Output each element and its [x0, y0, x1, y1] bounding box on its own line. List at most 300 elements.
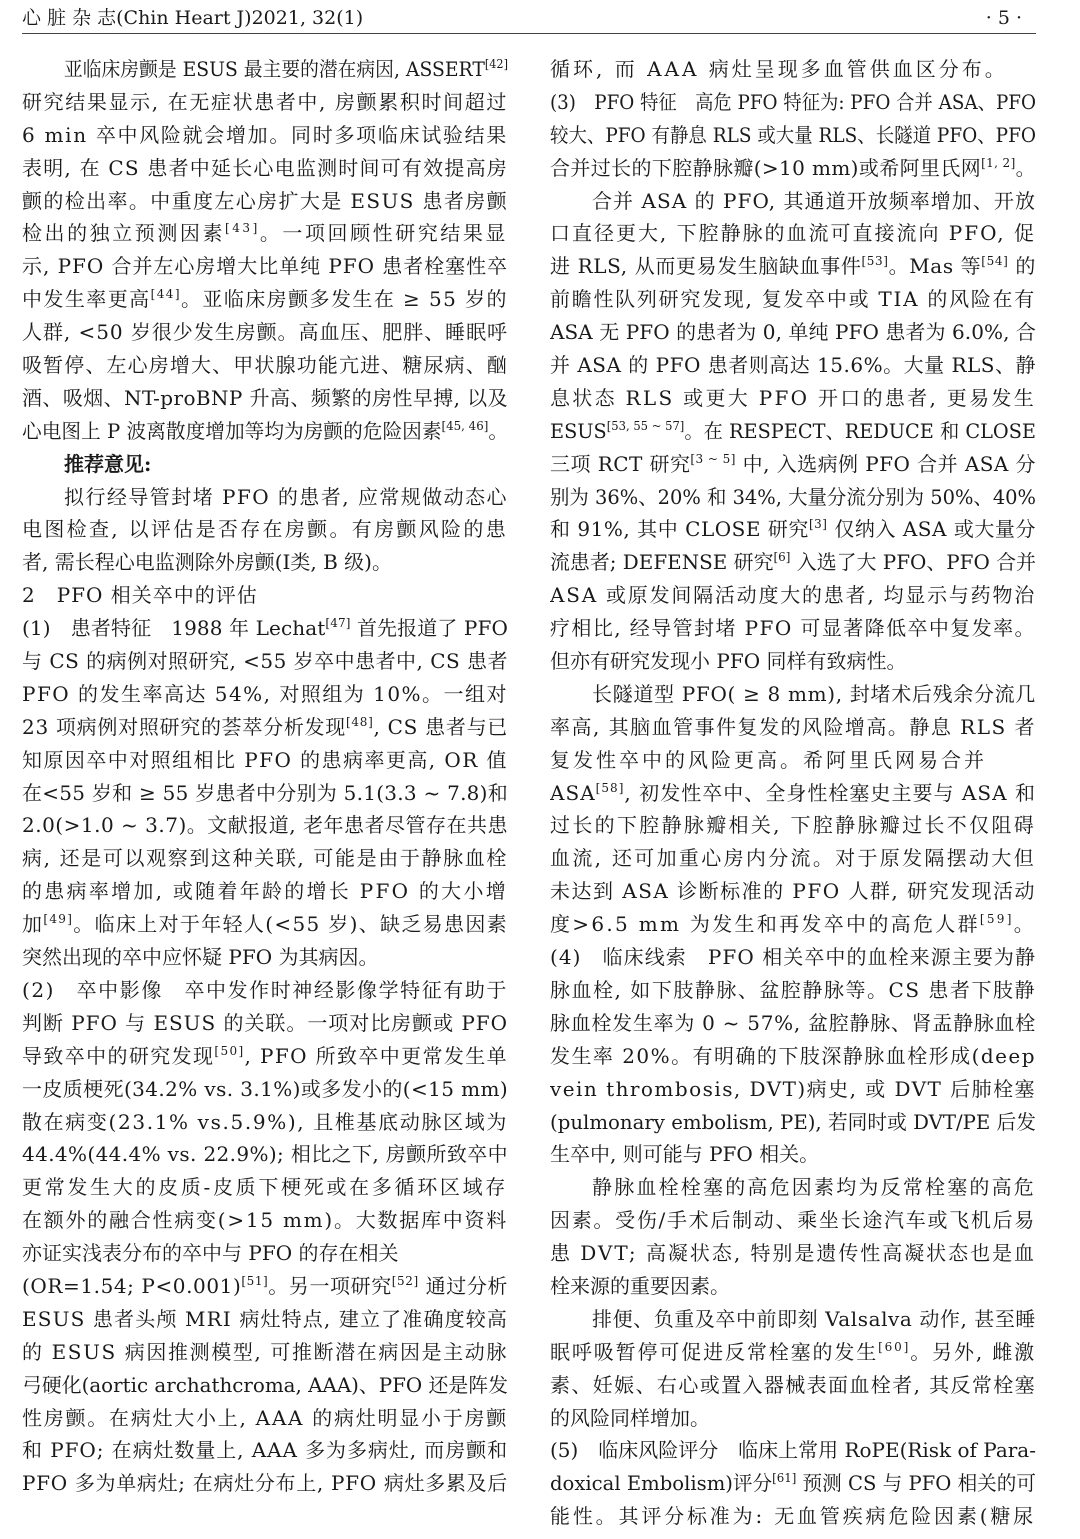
- line-text: 推荐意见:: [64, 451, 152, 476]
- text-line: [550, 1500, 1036, 1533]
- text-line: [550, 119, 1036, 152]
- line-text: 加: [22, 912, 44, 937]
- line-content: [22, 353, 508, 377]
- line-text: 入选了大 PFO、PFO 合并: [790, 550, 1036, 575]
- text-line: [22, 1171, 508, 1204]
- line-content: [550, 1040, 1036, 1073]
- line-text: ASA 或原发间隔活动度大的患者, 均显示与药物治: [550, 583, 1036, 608]
- line-text: 因素。受伤/手术后制动、乘坐长途汽车或飞机后易: [550, 1208, 1036, 1233]
- text-line: [22, 513, 508, 546]
- line-content: [22, 156, 508, 180]
- line-content: [22, 912, 508, 936]
- text-line: [550, 283, 1036, 316]
- text-line: [22, 678, 508, 711]
- line-content: [550, 974, 1036, 1007]
- citation-ref: [42]: [484, 57, 508, 71]
- line-content: [64, 53, 508, 86]
- line-text: 并 ASA 的 PFO 患者则高达 15.6%。大量 RLS、静: [550, 353, 1036, 378]
- text-line: [22, 777, 508, 810]
- line-text: 2.0(>1.0 ~ 3.7)。文献报道, 老年患者尽管存在共患: [22, 813, 508, 838]
- line-content: [22, 1438, 508, 1462]
- text-line: [22, 711, 508, 744]
- running-header: [22, 4, 1036, 32]
- line-text: 合并过长的下腔静脉瓣(>10 mm)或希阿里氏网: [550, 155, 982, 180]
- text-line: [22, 1336, 508, 1369]
- line-text: 过长的下腔静脉瓣相关, 下腔静脉瓣过长不仅阻碍: [550, 813, 1036, 838]
- line-content: [550, 748, 987, 772]
- line-content: [22, 254, 508, 278]
- journal-citation: 心 脏 杂 志(Chin Heart J)2021, 32(1): [22, 7, 364, 29]
- line-content: [550, 517, 1036, 541]
- line-text: 拟行经导管封堵 PFO 的患者, 应常规做动态心: [64, 484, 508, 509]
- line-text: vein thrombosis, DVT)病史, 或 DVT 后肺栓塞: [550, 1076, 1036, 1101]
- line-text: 长隧道型 PFO( ≥ 8 mm), 封堵术后残余分流几: [592, 681, 1036, 706]
- text-line: [22, 1402, 508, 1435]
- line-content: [550, 583, 1036, 607]
- line-text: 别为 36%、20% 和 34%, 大量分流分别为 50%、40%: [550, 484, 1036, 509]
- line-content: [550, 320, 1036, 344]
- text-line: [550, 513, 1036, 546]
- section-heading: [22, 579, 508, 612]
- text-line: [550, 842, 1036, 875]
- line-content: [550, 287, 1036, 311]
- line-text: 的: [1008, 254, 1036, 279]
- line-text: 息状态 RLS 或更大 PFO 开口的患者, 更易发生: [550, 385, 1036, 410]
- citation-ref: [58]: [595, 780, 625, 795]
- text-line: [22, 382, 508, 415]
- line-text: 未达到 ASA 诊断标准的 PFO 人群, 研究发现活动: [550, 879, 1036, 904]
- line-text: ASA: [550, 780, 596, 805]
- line-text: 。临床上对于年轻人(<55 岁)、缺乏易患因素: [73, 912, 508, 937]
- line-text: (OR=1.54; P<0.001): [22, 1273, 242, 1298]
- line-text: 预测 CS 与 PFO 相关的可: [796, 1471, 1036, 1496]
- text-line: [550, 152, 1036, 185]
- line-text: 血流, 还可加重心房内分流。对于原发隔摆动大但: [550, 846, 1036, 871]
- text-line: [22, 842, 508, 875]
- left-column: [22, 53, 508, 1500]
- line-content: [592, 682, 1036, 706]
- text-line: [550, 53, 1036, 86]
- text-line: [22, 1369, 508, 1402]
- line-text: 进 RLS, 从而更易发生脑缺血事件: [550, 254, 862, 279]
- text-line: [22, 283, 508, 316]
- line-content: [22, 1110, 508, 1134]
- line-content: [64, 452, 151, 476]
- line-text: 。: [488, 418, 508, 443]
- line-text: , CS 患者与已: [373, 714, 508, 739]
- citation-ref: [61]: [772, 1471, 797, 1486]
- line-content: [550, 908, 1036, 941]
- line-content: [550, 1274, 730, 1298]
- line-content: [550, 415, 1036, 448]
- line-content: [550, 1073, 1036, 1106]
- line-content: [22, 86, 508, 119]
- line-text: 23 项病例对照研究的荟萃分析发现: [22, 714, 346, 739]
- line-text: 流患者; DEFENSE 研究: [550, 550, 774, 575]
- text-line: [22, 1138, 508, 1171]
- line-content: [550, 879, 1036, 903]
- line-content: [550, 1106, 1036, 1139]
- line-text: 者, 需长程心电监测除外房颤(Ⅰ类, B 级)。: [22, 550, 392, 575]
- line-text: 和 91%, 其中 CLOSE 研究: [550, 517, 809, 542]
- line-content: [22, 513, 508, 546]
- text-line: [550, 217, 1036, 250]
- line-text: 散在病变(23.1% vs.5.9%), 且椎基底动脉区域为: [22, 1109, 508, 1134]
- text-line: [22, 1303, 508, 1336]
- line-text: (3) PFO 特征 高危 PFO 特征为: PFO 合并 ASA、PFO: [550, 89, 1036, 114]
- line-content: [22, 1073, 508, 1106]
- line-content: [22, 189, 508, 213]
- line-content: [550, 1011, 1036, 1035]
- text-line: [550, 481, 1036, 514]
- line-text: 合并 ASA 的 PFO, 其通道开放频率增加、开放: [592, 188, 1036, 213]
- line-content: [550, 1406, 710, 1430]
- text-line: [550, 1369, 1036, 1402]
- line-content: [22, 1471, 508, 1495]
- line-content: [550, 1369, 1036, 1402]
- text-line: [550, 415, 1036, 448]
- line-text: 研究结果显示, 在无症状患者中, 房颤累积时间超过: [22, 89, 508, 114]
- text-line: [550, 448, 1036, 481]
- line-text: 电图检查, 以评估是否存在房颤。有房颤风险的患: [22, 517, 508, 542]
- text-line: [550, 1040, 1036, 1073]
- text-line: [550, 316, 1036, 349]
- page-number: · 5 ·: [985, 7, 1022, 29]
- line-text: 口直径更大, 下腔静脉的血流可直接流向 PFO, 促: [550, 221, 1036, 246]
- line-content: [22, 415, 508, 448]
- line-content: [22, 1303, 508, 1336]
- line-content: [550, 649, 906, 673]
- line-content: [550, 156, 1036, 180]
- text-line: [550, 875, 1036, 908]
- line-text: 。一项回顾性研究结果显: [259, 221, 508, 246]
- line-text: ASA 无 PFO 的患者为 0, 单纯 PFO 患者为 6.0%, 合: [550, 320, 1036, 345]
- text-line: [22, 974, 508, 1007]
- line-content: [550, 119, 1036, 152]
- text-line: [22, 612, 508, 645]
- text-line: [22, 119, 508, 152]
- citation-ref: [3 ~ 5]: [690, 451, 736, 466]
- header-rule: [22, 33, 1036, 34]
- text-line: [550, 1270, 1036, 1303]
- line-text: 。亚临床房颤多发生在 ≥ 55 岁的: [180, 287, 508, 312]
- line-text: 脉血栓发生率为 0 ~ 57%, 盆腔静脉、肾盂静脉血栓: [550, 1010, 1036, 1035]
- text-line: [550, 1007, 1036, 1040]
- line-content: [550, 842, 1036, 875]
- line-content: [22, 1138, 508, 1171]
- citation-ref: [1, 2]: [981, 155, 1016, 170]
- line-content: [22, 649, 508, 673]
- text-line: [22, 1040, 508, 1073]
- line-text: 人群, <50 岁很少发生房颤。高血压、肥胖、睡眠呼: [22, 320, 508, 345]
- line-content: [550, 809, 1036, 842]
- line-content: [22, 217, 508, 250]
- line-content: [550, 448, 1036, 481]
- line-text: PFO 的发生率高达 54%, 对照组为 10%。一组对: [22, 681, 508, 706]
- line-text: 素、妊娠、右心或置入器械表面血栓者, 其反常栓塞: [550, 1372, 1036, 1397]
- line-text: 与 CS 的病例对照研究, <55 岁卒中患者中, CS 患者: [22, 649, 508, 674]
- line-text: 复发性卒中的风险更高。希阿里氏网易合并: [550, 747, 987, 772]
- line-content: [22, 1241, 398, 1265]
- citation-ref: [3]: [808, 517, 828, 532]
- line-text: 前瞻性队列研究发现, 复发卒中或 TIA 的风险在有: [550, 287, 1036, 312]
- text-line: [550, 1303, 1036, 1336]
- line-text: 度>6.5 mm 为发生和再发卒中的高危人群: [550, 912, 980, 937]
- text-line: [550, 1237, 1036, 1270]
- line-text: 。Mas 等: [888, 254, 982, 279]
- line-text: 酒、吸烟、NT-proBNP 升高、频繁的房性早搏, 以及: [22, 385, 508, 410]
- text-line: [22, 349, 508, 382]
- text-line: [550, 1336, 1036, 1369]
- line-content: [550, 221, 1036, 245]
- line-content: [22, 1402, 508, 1435]
- line-text: 但亦有研究发现小 PFO 同样有致病性。: [550, 649, 907, 674]
- line-text: (4) 临床线索 PFO 相关卒中的血栓来源主要为静: [550, 945, 1036, 970]
- line-content: [22, 123, 508, 147]
- text-line: [550, 612, 1036, 645]
- line-text: 弓硬化(aortic archathcroma, AAA)、PFO 还是阵发: [22, 1372, 508, 1397]
- line-text: (1) 患者特征 1988 年 Lechat: [22, 616, 326, 641]
- line-content: [592, 189, 1036, 213]
- line-content: [22, 711, 508, 744]
- line-text: 首先报道了 PFO: [350, 616, 508, 641]
- line-text: 颤的检出率。中重度左心房扩大是 ESUS 患者房颤: [22, 188, 508, 213]
- line-text: PFO 多为单病灶; 在病灶分布上, PFO 病灶多累及后: [22, 1471, 508, 1496]
- line-content: [22, 550, 392, 574]
- text-line: [22, 1007, 508, 1040]
- line-content: [550, 781, 1036, 805]
- line-content: [22, 781, 508, 805]
- text-line: [22, 1270, 508, 1303]
- text-line: [550, 250, 1036, 283]
- line-content: [22, 842, 508, 875]
- line-text: 生卒中, 则可能与 PFO 相关。: [550, 1142, 820, 1167]
- line-text: 2 PFO 相关卒中的评估: [22, 583, 258, 608]
- line-content: [550, 1237, 1036, 1270]
- line-content: [22, 386, 508, 410]
- text-line: [22, 53, 508, 86]
- text-line: [550, 744, 1036, 777]
- text-line: [550, 546, 1036, 579]
- line-content: [550, 941, 1036, 974]
- line-text: 吸暂停、左心房增大、甲状腺功能亢进、糖尿病、酗: [22, 353, 508, 378]
- line-text: 中, 入选病例 PFO 合并 ASA 分: [735, 451, 1036, 476]
- text-line: [22, 1106, 508, 1139]
- line-text: 导致卒中的研究发现: [22, 1043, 215, 1068]
- line-text: 排便、负重及卒中前即刻 Valsalva 动作, 甚至睡: [592, 1306, 1036, 1331]
- text-line: [22, 1073, 508, 1106]
- text-line: [22, 875, 508, 908]
- text-line: [22, 1204, 508, 1237]
- line-text: 亚临床房颤是 ESUS 最主要的潜在病因, ASSERT: [64, 57, 485, 81]
- line-text: 在<55 岁和 ≥ 55 岁患者中分别为 5.1(3.3 ~ 7.8)和: [22, 780, 508, 805]
- line-text: 中发生率更高: [22, 287, 151, 312]
- line-content: [592, 1307, 1036, 1331]
- line-content: [22, 978, 508, 1002]
- line-content: [22, 748, 508, 772]
- line-text: 知原因卒中对照组相比 PFO 的患病率更高, OR 值: [22, 747, 508, 772]
- line-content: [22, 879, 508, 903]
- text-line: [22, 1434, 508, 1467]
- line-text: 仅纳入 ASA 或大量分: [827, 517, 1036, 542]
- right-column: [550, 53, 1036, 1533]
- line-text: doxical Embolism)评分: [550, 1471, 773, 1496]
- text-line: [22, 744, 508, 777]
- line-text: 44.4%(44.4% vs. 22.9%); 相比之下, 房颤所致卒中: [22, 1142, 508, 1167]
- text-line: [550, 974, 1036, 1007]
- text-line: [550, 382, 1036, 415]
- line-text: 和 PFO; 在病灶数量上, AAA 多为多病灶, 而房颤和: [22, 1438, 508, 1463]
- text-line: [550, 777, 1036, 810]
- line-content: [550, 254, 1036, 278]
- text-line: [550, 86, 1036, 119]
- text-line: [22, 415, 508, 448]
- line-text: 率高, 其脑血管事件复发的风险增高。静息 RLS 者: [550, 714, 1036, 739]
- line-text: (pulmonary embolism, PE), 若同时或 DVT/PE 后发: [550, 1109, 1036, 1134]
- text-line: [22, 86, 508, 119]
- citation-ref: [52]: [391, 1273, 419, 1288]
- text-line: [22, 1237, 508, 1270]
- line-content: [550, 57, 1008, 81]
- line-text: 发生率 20%。有明确的下肢深静脉血栓形成(deep: [550, 1043, 1036, 1068]
- line-text: 心电图上 P 波离散度增加等均为房颤的危险因素: [22, 418, 442, 443]
- line-content: [550, 1467, 1036, 1500]
- line-text: 。另外, 雌激: [910, 1339, 1036, 1364]
- text-line: [550, 185, 1036, 218]
- recommendation-heading: [22, 448, 508, 481]
- line-text: ESUS 患者头颅 MRI 病灶特点, 建立了准确度较高: [22, 1306, 508, 1331]
- line-text: 能性。其评分标准为: 无血管疾病危险因素(糖尿: [550, 1504, 1036, 1529]
- line-content: [22, 1340, 508, 1364]
- line-text: 6 min 卒中风险就会增加。同时多项临床试验结果: [22, 122, 508, 147]
- line-content: [22, 682, 508, 706]
- line-content: [550, 715, 1036, 739]
- text-line: [22, 152, 508, 185]
- line-text: 。在 RESPECT、REDUCE 和 CLOSE: [684, 418, 1036, 443]
- line-content: [22, 287, 508, 311]
- citation-ref: [43]: [224, 221, 260, 236]
- line-content: [550, 1336, 1036, 1369]
- line-content: [22, 1007, 508, 1040]
- text-line: [550, 809, 1036, 842]
- text-line: [550, 1138, 1036, 1171]
- line-text: 的 ESUS 病因推测模型, 可推断潜在病因是主动脉: [22, 1339, 508, 1364]
- text-line: [22, 250, 508, 283]
- citation-ref: [44]: [150, 287, 181, 302]
- citation-ref: [51]: [241, 1273, 269, 1288]
- line-text: 的风险同样增加。: [550, 1405, 710, 1430]
- citation-ref: [49]: [43, 912, 74, 927]
- line-text: , 初发性卒中、全身性栓塞史主要与 ASA 和: [624, 780, 1036, 805]
- line-content: [22, 616, 508, 640]
- text-line: [22, 217, 508, 250]
- line-content: [550, 86, 1036, 119]
- text-line: [22, 809, 508, 842]
- line-content: [550, 1504, 1036, 1528]
- text-line: [22, 316, 508, 349]
- line-text: 判断 PFO 与 ESUS 的关联。一项对比房颤或 PFO: [22, 1010, 508, 1035]
- line-content: [550, 481, 1036, 514]
- line-content: [22, 945, 378, 969]
- text-line: [550, 645, 1036, 678]
- line-text: 。: [1015, 155, 1036, 180]
- line-text: 的患病率增加, 或随着年龄的增长 PFO 的大小增: [22, 879, 508, 904]
- citation-ref: [6]: [773, 550, 791, 565]
- line-content: [22, 583, 258, 607]
- line-text: 通过分析: [418, 1273, 508, 1298]
- citation-ref: [53, 55 ~ 57]: [606, 418, 685, 433]
- text-line: [550, 1402, 1036, 1435]
- line-text: 循环, 而 AAA 病灶呈现多血管供血区分布。: [550, 57, 1008, 81]
- line-text: 三项 RCT 研究: [550, 451, 691, 476]
- line-text: 较大、PFO 有静息 RLS 或大量 RLS、长隧道 PFO、PFO: [550, 122, 1036, 147]
- text-line: [22, 908, 508, 941]
- line-text: 检出的独立预测因素: [22, 221, 225, 246]
- text-line: [550, 1467, 1036, 1500]
- text-line: [550, 349, 1036, 382]
- line-text: 病, 还是可以观察到这种关联, 可能是由于静脉血栓: [22, 846, 508, 871]
- text-line: [550, 579, 1036, 612]
- line-text: 。: [1013, 912, 1036, 937]
- text-line: [22, 185, 508, 218]
- text-line: [550, 1204, 1036, 1237]
- line-content: [22, 1040, 508, 1073]
- line-text: 患 DVT; 高凝状态, 特别是遗传性高凝状态也是血: [550, 1241, 1036, 1266]
- line-text: (2) 卒中影像 卒中发作时神经影像学特征有助于: [22, 977, 508, 1002]
- line-content: [550, 1434, 1036, 1467]
- line-text: , PFO 所致卒中更常发生单: [244, 1043, 508, 1068]
- text-line: [550, 1434, 1036, 1467]
- text-line: [550, 908, 1036, 941]
- text-line: [550, 678, 1036, 711]
- line-text: 在额外的融合性病变(>15 mm)。大数据库中资料: [22, 1208, 508, 1233]
- line-text: 。另一项研究: [268, 1273, 392, 1298]
- text-line: [22, 546, 508, 579]
- text-line: [22, 941, 508, 974]
- line-text: (5) 临床风险评分 临床上常用 RoPE(Risk of Para-: [550, 1438, 1036, 1463]
- citation-ref: [60]: [878, 1339, 911, 1354]
- text-line: [550, 1171, 1036, 1204]
- line-text: ESUS: [550, 418, 607, 443]
- line-content: [550, 386, 1036, 410]
- line-content: [592, 1175, 1036, 1199]
- line-content: [550, 1208, 1036, 1232]
- line-text: 亦证实浅表分布的卒中与 PFO 的存在相关: [22, 1241, 399, 1266]
- line-text: 脉血栓, 如下肢静脉、盆腔静脉等。CS 患者下肢静: [550, 977, 1036, 1002]
- text-line: [550, 711, 1036, 744]
- citation-ref: [54]: [981, 254, 1009, 269]
- line-text: 疗相比, 经导管封堵 PFO 可显著降低卒中复发率。: [550, 616, 1036, 641]
- line-text: 更常发生大的皮质-皮质下梗死或在多循环区域存: [22, 1175, 508, 1200]
- text-line: [550, 941, 1036, 974]
- line-text: 性房颤。在病灶大小上, AAA 的病灶明显小于房颤: [22, 1405, 508, 1430]
- line-text: 眠呼吸暂停可促进反常栓塞的发生: [550, 1339, 879, 1364]
- text-line: [550, 1073, 1036, 1106]
- citation-ref: [47]: [325, 616, 351, 631]
- line-content: [22, 316, 508, 349]
- line-content: [22, 1369, 508, 1402]
- line-text: 一皮质梗死(34.2% vs. 3.1%)或多发小的(<15 mm): [22, 1076, 508, 1101]
- line-content: [22, 1208, 508, 1232]
- line-content: [64, 485, 508, 509]
- line-text: 栓来源的重要因素。: [550, 1273, 730, 1298]
- line-text: 示, PFO 合并左心房增大比单纯 PFO 患者栓塞性卒: [22, 254, 508, 279]
- line-text: 静脉血栓栓塞的高危因素均为反常栓塞的高危: [592, 1175, 1036, 1200]
- line-text: 表明, 在 CS 患者中延长心电监测时间可有效提高房: [22, 155, 508, 180]
- line-content: [550, 1142, 819, 1166]
- line-content: [550, 546, 1036, 579]
- citation-ref: [53]: [861, 254, 889, 269]
